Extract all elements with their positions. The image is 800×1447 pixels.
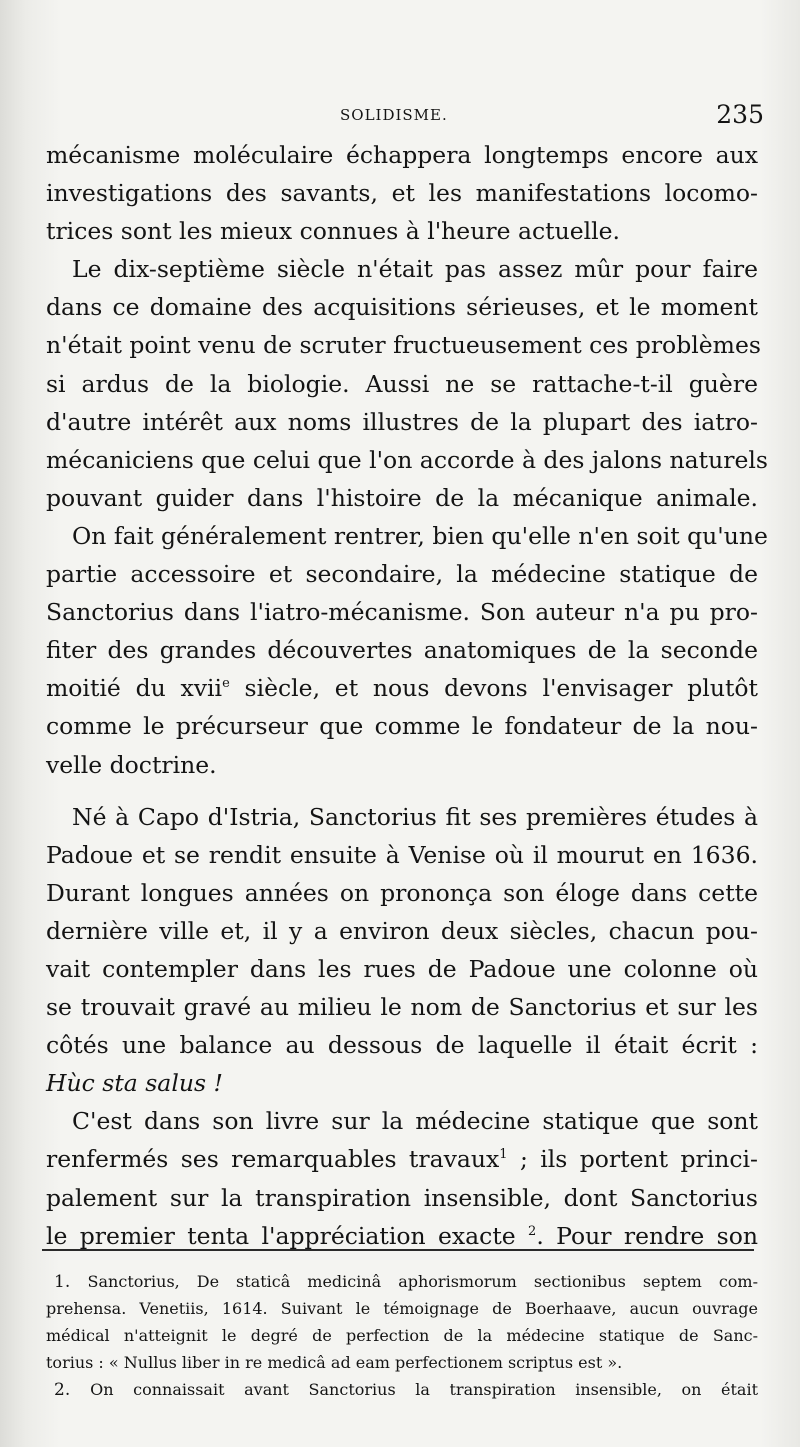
text-line [46,631,758,669]
superscript: 1 [499,1147,508,1163]
footnote-text: prehensa. Venetiis, 1614. Suivant le témoignage de Boerhaave, aucun ouvrage [46,1299,758,1318]
text-line [46,593,758,631]
text-run: d'autre intérêt aux noms illustres de la plupart des iatro- [46,407,758,436]
text-line [46,707,758,745]
text-line [46,669,758,707]
text-line [46,288,758,326]
footnote-line [46,1322,758,1349]
text-line [46,479,758,517]
superscript: 2 [528,1223,537,1239]
text-run: ; ils portent princi- [507,1145,758,1174]
text-run: dans ce domaine des acquisitions sérieuses, et le moment [46,293,758,322]
text-run: Le dix-septième siècle n'était pas assez mûr pour faire [72,255,758,284]
text-run: On fait généralement rentrer, bien qu'elle n'en soit qu'une [72,521,768,550]
page-number: 235 [716,100,764,129]
footnote-line [46,1295,758,1322]
text-line [46,250,758,288]
text-run: se trouvait gravé au milieu le nom de Sanctorius et sur les [46,993,758,1022]
text-run: partie accessoire et secondaire, la médecine statique de [46,560,758,589]
text-line [46,136,758,174]
text-run: palement sur la transpiration insensible, dont Sanctorius [46,1183,758,1212]
text-line [46,365,758,403]
text-run: dernière ville et, il y a environ deux siècles, chacun pou- [46,916,758,945]
text-run: côtés une balance au dessous de laquelle il était écrit : [46,1031,758,1060]
text-line [46,1064,758,1102]
text-run: fiter des grandes découvertes anatomiques de la seconde [46,636,758,665]
text-run: siècle, et nous devons l'envisager plutôt [229,674,758,703]
text-line [46,798,758,836]
text-line [46,441,768,479]
text-line [46,988,758,1026]
text-run: pouvant guider dans l'histoire de la mécanique animale. [46,483,758,512]
text-line [46,1140,758,1178]
running-title: SOLIDISME. [340,106,448,124]
text-run: si ardus de la biologie. Aussi ne se rattache-t-il guère [46,369,758,398]
footnote-text: On connaissait avant Sanctorius la transpiration insensible, on était [90,1380,759,1399]
text-run: Hùc sta salus ! [46,1069,223,1098]
text-run: le premier tenta l'appréciation exacte [46,1221,529,1250]
text-line [46,836,758,874]
text-run: C'est dans son livre sur la médecine statique que sont [72,1107,758,1136]
text-line [46,326,761,364]
text-line [46,555,758,593]
text-line [46,212,758,250]
footnote-text: médical n'atteignit le degré de perfection de la médecine statique de Sanc- [46,1326,758,1345]
text-run: . Pour rendre son [536,1221,758,1250]
page-header [0,100,800,140]
footnote-line [46,1268,758,1295]
text-run: moitié du xvii [46,674,223,703]
text-run: comme le précurseur que comme le fondateur de la nou- [46,712,758,741]
text-line [46,517,768,555]
text-run: investigations des savants, et les manifestations locomo- [46,179,758,208]
text-run: Padoue et se rendit ensuite à Venise où il mourut en 1636. [46,840,758,869]
text-line [46,403,758,441]
text-run: mécaniciens que celui que l'on accorde à des jalons naturels [46,445,768,474]
footnote-rule [42,1249,754,1251]
text-run: renfermés ses remarquables travaux [46,1145,500,1174]
text-run: Durant longues années on prononça son éloge dans cette [46,878,758,907]
text-line [46,874,758,912]
text-run: velle doctrine. [46,750,217,779]
footnote-line [46,1349,758,1376]
text-run: Sanctorius dans l'iatro-mécanisme. Son auteur n'a pu pro- [46,598,758,627]
footnotes [46,1268,758,1403]
text-line [46,1026,758,1064]
text-line [46,174,758,212]
text-line [46,746,758,784]
text-line [46,912,758,950]
footnote-number: 2. [54,1380,91,1400]
text-line [46,1179,758,1217]
body-text [46,136,768,1255]
footnote-text: torius : « Nullus liber in re medicâ ad eam perfectionem scriptus est ». [46,1353,623,1372]
footnote-text: Sanctorius, De staticâ medicinâ aphorismorum sectionibus septem com- [87,1272,759,1291]
paragraph-gap [46,784,758,798]
text-run: mécanisme moléculaire échappera longtemps encore aux [46,141,758,169]
footnote-number: 1. [54,1272,88,1292]
text-run: trices sont les mieux connues à l'heure actuelle. [46,217,621,246]
text-line [46,1102,758,1140]
footnote-line [46,1376,758,1403]
text-line [46,950,758,988]
superscript: e [222,676,230,692]
text-run: vait contempler dans les rues de Padoue une colonne où [46,954,758,983]
text-run: Né à Capo d'Istria, Sanctorius fit ses premières études à [72,802,758,831]
text-run: n'était point venu de scruter fructueusement ces problèmes [46,331,761,360]
